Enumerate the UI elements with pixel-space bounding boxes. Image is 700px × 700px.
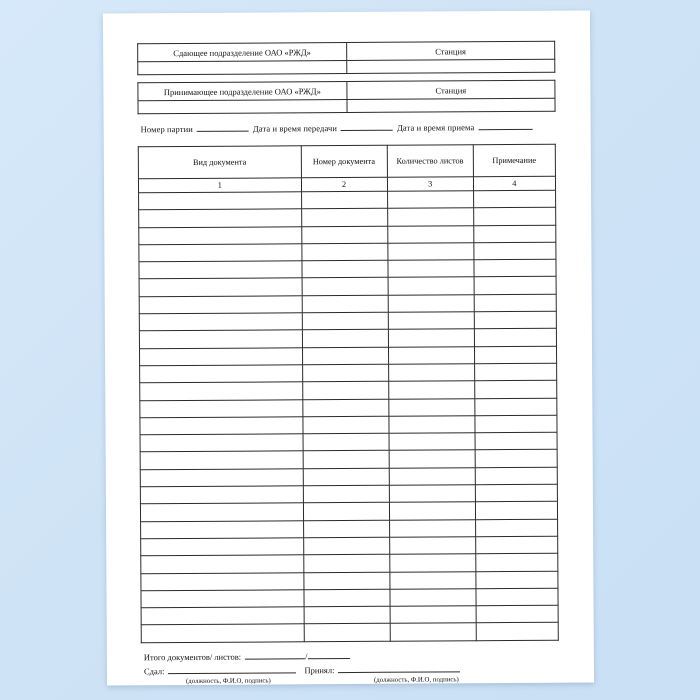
cell-doc-number[interactable] [303, 451, 389, 469]
cell-doc-number[interactable] [302, 278, 388, 296]
cell-doc-type[interactable] [141, 572, 304, 590]
cell-note[interactable] [474, 363, 556, 381]
cell-doc-number[interactable] [302, 330, 388, 348]
cell-note[interactable] [475, 450, 557, 468]
cell-sheet-count[interactable] [388, 260, 474, 278]
column-header-doc-number: Номер документа [301, 145, 387, 178]
cell-doc-type[interactable] [140, 503, 303, 521]
cell-sheet-count[interactable] [387, 243, 473, 261]
cell-note[interactable] [476, 605, 558, 623]
cell-doc-type[interactable] [140, 451, 303, 469]
cell-sheet-count[interactable] [389, 502, 475, 520]
prinyal-label: Принял: [304, 664, 335, 675]
total-separator: / [305, 650, 308, 661]
cell-note[interactable] [474, 380, 556, 398]
cell-note[interactable] [475, 415, 557, 433]
cell-doc-number[interactable] [303, 572, 389, 590]
cell-doc-number[interactable] [302, 347, 388, 365]
cell-doc-number[interactable] [303, 485, 389, 503]
cell-note[interactable] [474, 294, 556, 312]
cell-doc-type[interactable] [139, 330, 302, 348]
cell-sheet-count[interactable] [387, 208, 473, 226]
cell-sheet-count[interactable] [389, 433, 475, 451]
cell-sheet-count[interactable] [388, 364, 474, 382]
cell-doc-type[interactable] [139, 296, 302, 314]
cell-sheet-count[interactable] [387, 191, 473, 209]
cell-sheet-count[interactable] [390, 623, 476, 641]
cell-doc-type[interactable] [139, 313, 302, 331]
cell-sheet-count[interactable] [388, 277, 474, 295]
cell-doc-number[interactable] [301, 226, 387, 244]
cell-doc-number[interactable] [304, 589, 390, 607]
receive-datetime-label: Дата и время приема [396, 122, 475, 133]
cell-note[interactable] [475, 432, 557, 450]
cell-doc-number[interactable] [302, 295, 388, 313]
prinyal-caption: (должность, Ф.И.О, подпись) [374, 676, 459, 684]
cell-doc-number[interactable] [302, 364, 388, 382]
table-row [141, 623, 558, 643]
cell-doc-number[interactable] [302, 399, 388, 417]
header-row-receiver-blank [138, 98, 555, 114]
footer-block [141, 647, 559, 688]
transfer-datetime-label: Дата и время передачи [252, 123, 338, 134]
document-sheet [103, 11, 594, 686]
cell-doc-type[interactable] [141, 520, 304, 538]
cell-note[interactable] [475, 398, 557, 416]
sender-station-label: Станция [346, 41, 554, 60]
cell-doc-number[interactable] [303, 554, 389, 572]
cell-doc-number[interactable] [303, 433, 389, 451]
cell-doc-number[interactable] [302, 260, 388, 278]
cell-sheet-count[interactable] [388, 312, 474, 330]
column-number-2: 2 [301, 177, 387, 192]
cell-doc-number[interactable] [301, 209, 387, 227]
cell-doc-number[interactable] [301, 243, 387, 261]
cell-doc-number[interactable] [302, 382, 388, 400]
cell-doc-type[interactable] [141, 607, 304, 625]
cell-note[interactable] [475, 484, 557, 502]
cell-sheet-count[interactable] [388, 398, 474, 416]
cell-doc-number[interactable] [303, 520, 389, 538]
total-row [144, 647, 559, 662]
cell-doc-type[interactable] [140, 417, 303, 435]
cell-doc-type[interactable] [139, 226, 302, 244]
cell-doc-type[interactable] [139, 192, 302, 210]
party-and-dates-line [138, 120, 556, 135]
cell-doc-type[interactable] [140, 469, 303, 487]
cell-doc-type[interactable] [140, 434, 303, 452]
cell-note[interactable] [475, 519, 557, 537]
sender-department-label: Сдающее подразделение ОАО «РЖД» [138, 43, 347, 62]
documents-table [138, 144, 559, 643]
cell-note[interactable] [473, 225, 555, 243]
cell-doc-type[interactable] [141, 555, 304, 573]
cell-note[interactable] [476, 571, 558, 589]
cell-note[interactable] [475, 553, 557, 571]
cell-sheet-count[interactable] [389, 571, 475, 589]
receiver-station-label: Станция [347, 80, 555, 99]
receiver-station-field[interactable] [347, 98, 555, 112]
cell-note[interactable] [475, 467, 557, 485]
column-header-note: Примечание [473, 144, 555, 177]
cell-doc-type[interactable] [141, 538, 304, 556]
cell-sheet-count[interactable] [388, 295, 474, 313]
sdal-caption: (должность, Ф.И.О, подпись) [186, 677, 271, 685]
cell-doc-type[interactable] [139, 209, 302, 227]
party-number-label: Номер партии [140, 123, 193, 135]
cell-doc-type[interactable] [139, 244, 302, 262]
sender-department-field[interactable] [138, 61, 347, 75]
cell-doc-type[interactable] [139, 347, 302, 365]
column-header-doc-type: Вид документа [138, 146, 301, 179]
cell-sheet-count[interactable] [390, 606, 476, 624]
sender-station-field[interactable] [347, 59, 555, 73]
cell-doc-number[interactable] [303, 537, 389, 555]
receive-datetime-field[interactable] [478, 120, 532, 130]
cell-sheet-count[interactable] [389, 416, 475, 434]
documents-table-body [139, 190, 559, 642]
column-number-1: 1 [138, 178, 301, 193]
column-number-3: 3 [387, 177, 473, 192]
total-label: Итого документов/ листов: [143, 651, 242, 662]
signature-captions [144, 675, 559, 688]
cell-doc-type[interactable] [139, 278, 302, 296]
transfer-datetime-field[interactable] [341, 121, 393, 131]
cell-doc-type[interactable] [139, 261, 302, 279]
cell-doc-number[interactable] [304, 624, 390, 642]
cell-doc-type[interactable] [140, 486, 303, 504]
cell-note[interactable] [474, 277, 556, 295]
total-documents-field[interactable] [245, 649, 308, 661]
cell-note[interactable] [474, 259, 556, 277]
documents-table-head [138, 144, 555, 193]
cell-doc-number[interactable] [303, 468, 389, 486]
sdal-label: Сдал: [143, 665, 165, 676]
cell-doc-type[interactable] [140, 382, 303, 400]
cell-note[interactable] [474, 346, 556, 364]
cell-note[interactable] [474, 329, 556, 347]
cell-doc-number[interactable] [302, 312, 388, 330]
cell-sheet-count[interactable] [389, 554, 475, 572]
cell-sheet-count[interactable] [388, 381, 474, 399]
cell-note[interactable] [475, 536, 557, 554]
cell-sheet-count[interactable] [388, 329, 474, 347]
cell-sheet-count[interactable] [389, 519, 475, 537]
cell-sheet-count[interactable] [389, 467, 475, 485]
prinyal-field[interactable] [338, 662, 460, 673]
column-header-sheet-count: Количество листов [387, 145, 473, 178]
cell-sheet-count[interactable] [387, 225, 473, 243]
cell-doc-number[interactable] [304, 606, 390, 624]
header-block [137, 41, 555, 115]
cell-doc-type[interactable] [141, 624, 304, 642]
cell-sheet-count[interactable] [389, 537, 475, 555]
cell-doc-type[interactable] [140, 365, 303, 383]
cell-note[interactable] [473, 190, 555, 208]
total-sheets-field[interactable] [307, 649, 349, 659]
cell-doc-number[interactable] [302, 416, 388, 434]
cell-doc-type[interactable] [140, 399, 303, 417]
table-header-row [138, 144, 555, 179]
cell-sheet-count[interactable] [389, 485, 475, 503]
cell-note[interactable] [476, 588, 558, 606]
cell-sheet-count[interactable] [390, 589, 476, 607]
cell-doc-type[interactable] [141, 590, 304, 608]
cell-note[interactable] [473, 208, 555, 226]
cell-sheet-count[interactable] [389, 450, 475, 468]
cell-doc-number[interactable] [303, 503, 389, 521]
sdal-field[interactable] [168, 663, 296, 674]
signature-row [144, 661, 559, 676]
cell-note[interactable] [476, 623, 558, 641]
cell-note[interactable] [475, 502, 557, 520]
cell-sheet-count[interactable] [388, 346, 474, 364]
column-number-4: 4 [473, 176, 555, 191]
cell-note[interactable] [474, 242, 556, 260]
document-content [137, 41, 559, 685]
cell-doc-number[interactable] [301, 191, 387, 209]
receiver-department-field[interactable] [138, 100, 347, 114]
cell-note[interactable] [474, 311, 556, 329]
receiver-department-label: Принимающее подразделение ОАО «РЖД» [138, 82, 347, 101]
party-number-field[interactable] [197, 122, 249, 132]
